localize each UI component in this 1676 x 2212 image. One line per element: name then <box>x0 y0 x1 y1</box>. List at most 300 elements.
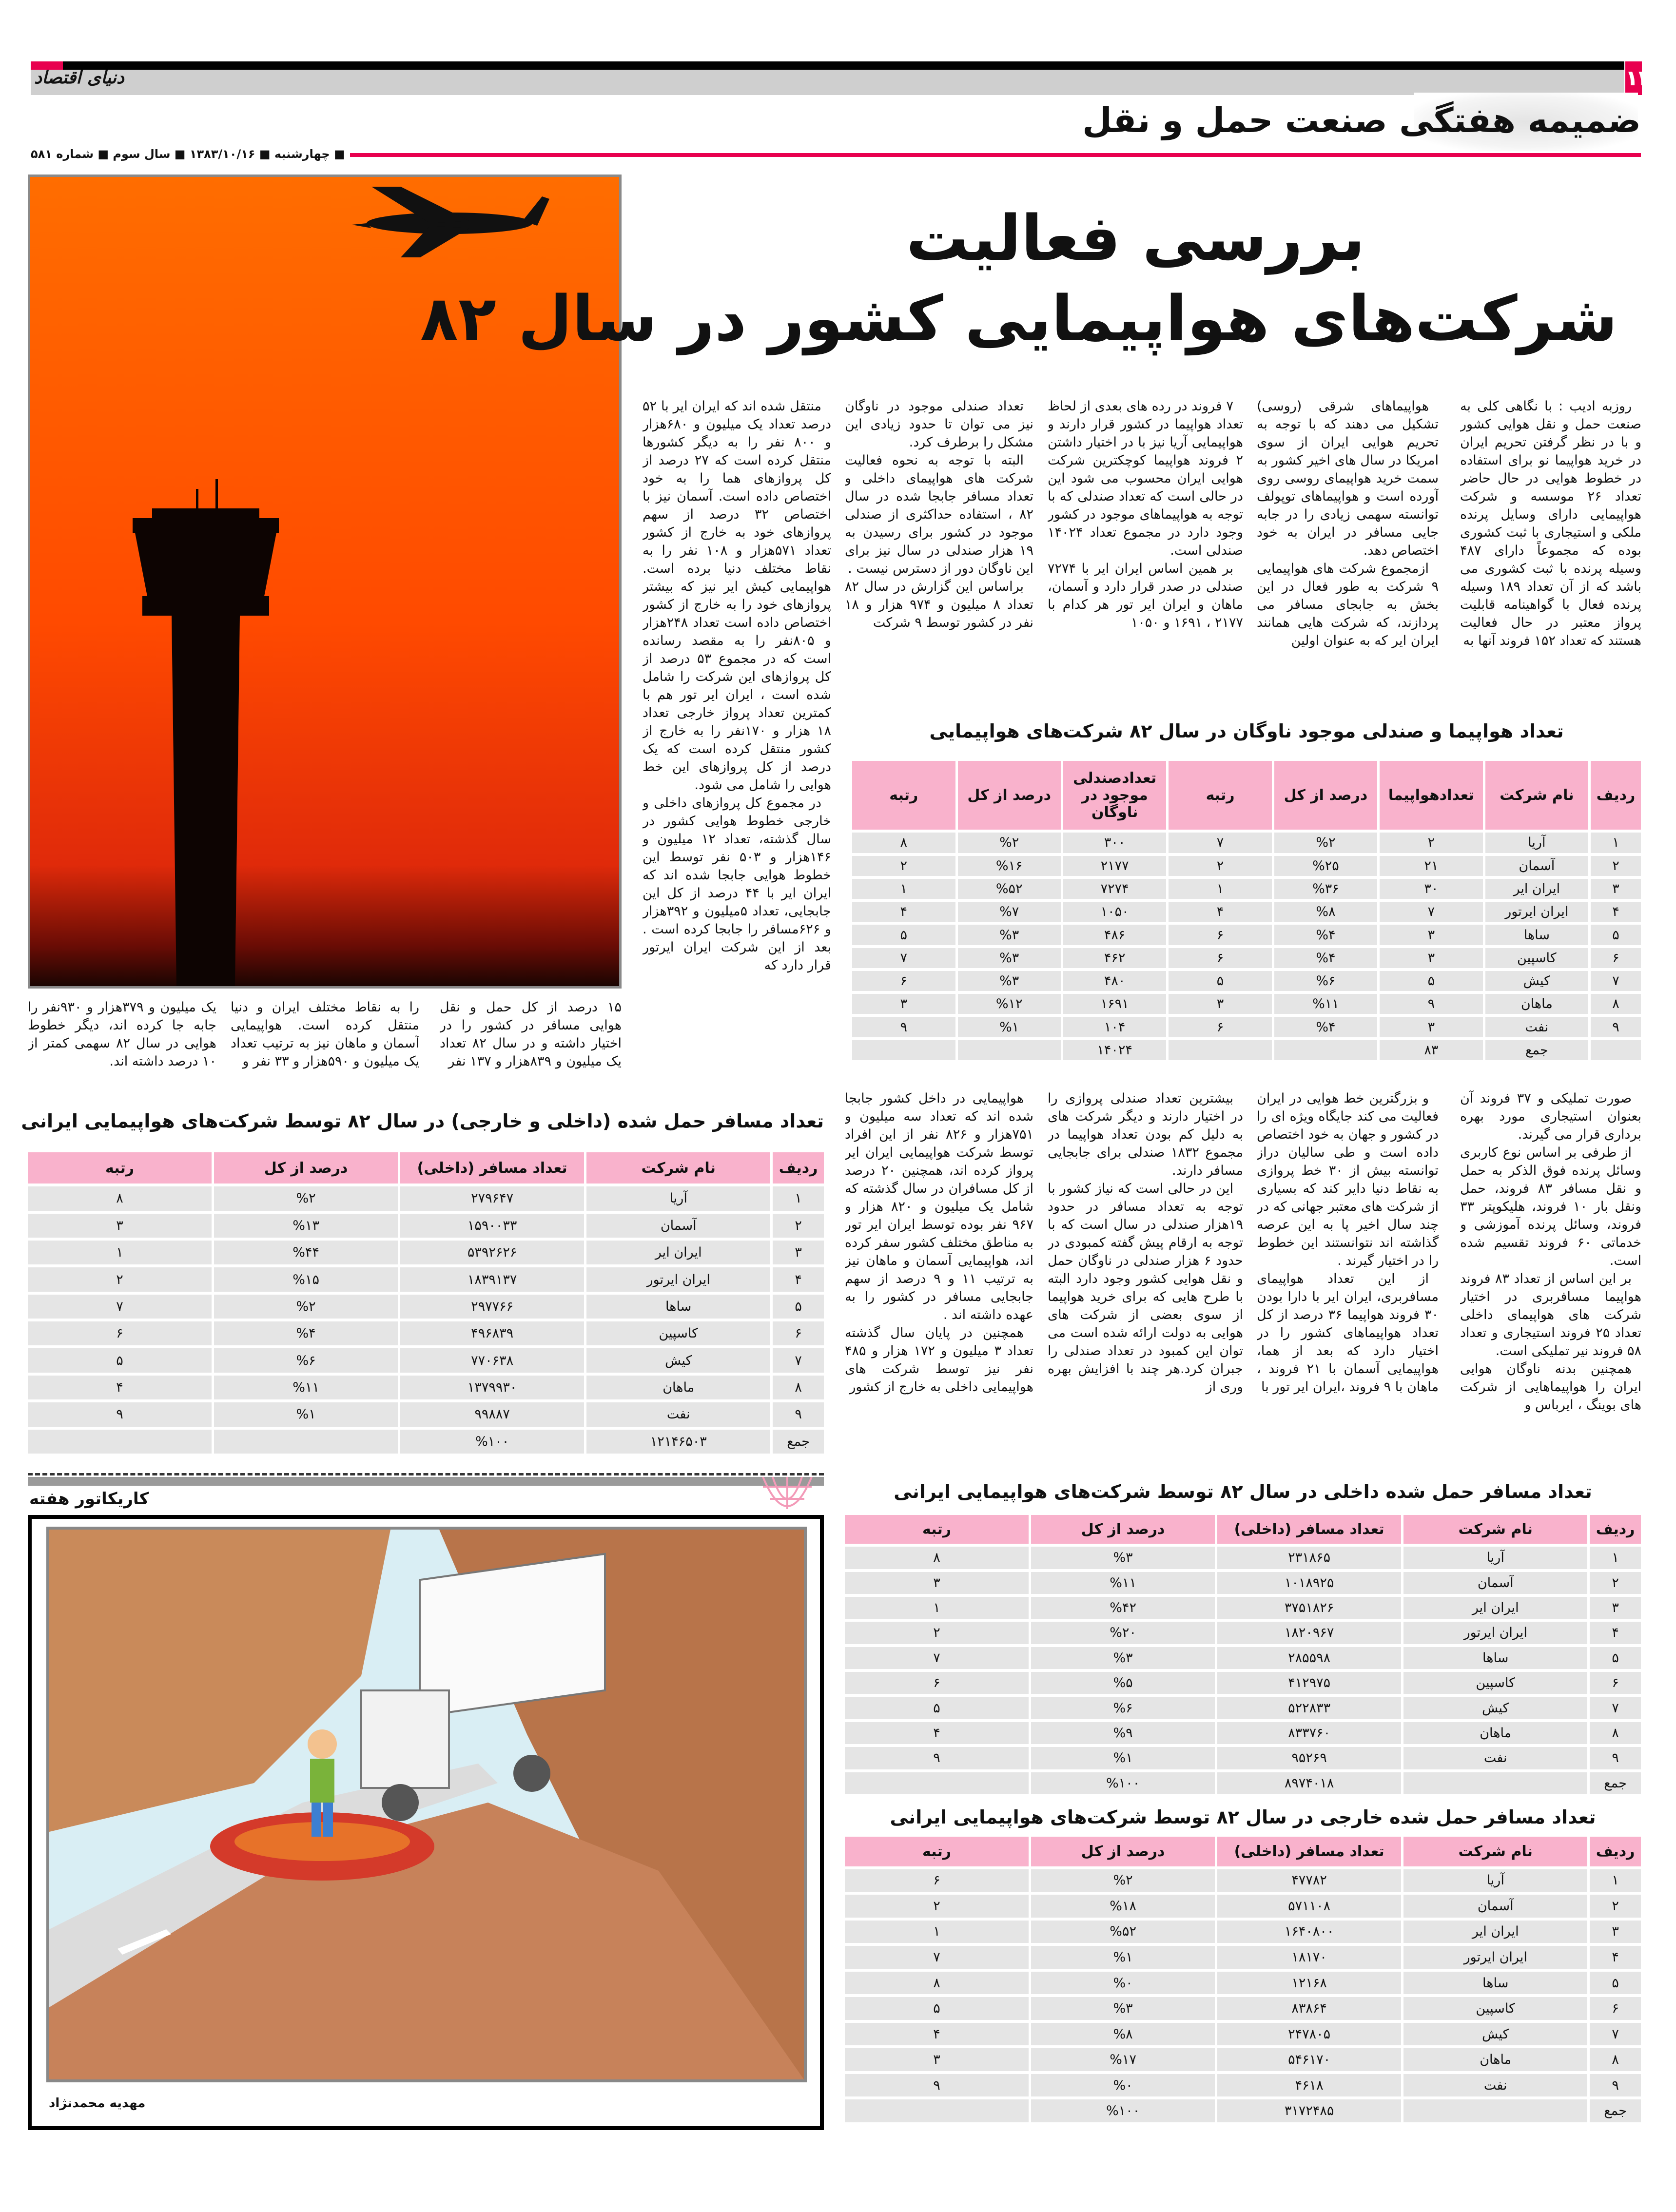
table-cell: ۲۷۹۶۴۷ <box>400 1186 584 1210</box>
table-cell: ۱ <box>1590 1547 1641 1569</box>
table-cell: ۹ <box>773 1402 824 1426</box>
article-column-1 <box>1460 397 1641 709</box>
table-cell: ۵ <box>845 1697 1029 1719</box>
table-cell: %۶ <box>214 1348 398 1372</box>
table-cell: %۲ <box>958 833 1061 853</box>
table-cell: ۱۲۱۴۶۵۰۳ <box>586 1430 770 1454</box>
column-header: درصد از کل <box>214 1152 398 1184</box>
table-row <box>845 2023 1641 2046</box>
table-row <box>28 1295 824 1319</box>
article-column-3 <box>1048 397 1243 709</box>
table-cell: ایران ایر <box>1403 1597 1587 1619</box>
table-cell: ایران ایر <box>586 1241 770 1264</box>
table-cell: %۰ <box>1031 1972 1215 1995</box>
table-cell: ۷ <box>28 1295 212 1319</box>
table-cell <box>1403 1772 1587 1795</box>
table-cell: ۸ <box>1590 2048 1641 2071</box>
table-cell: ۹ <box>1590 1747 1641 1769</box>
table-row <box>852 971 1641 991</box>
table-cell: ایران ایرتور <box>1403 1946 1587 1969</box>
table-cell: %۶ <box>1031 1697 1215 1719</box>
table-cell: ۱ <box>28 1241 212 1264</box>
table-cell: ۱۶۴۰۸۰۰ <box>1217 1921 1401 1943</box>
table-cell: ۴۹۶۸۳۹ <box>400 1321 584 1345</box>
table-cell: ۳ <box>845 2048 1029 2071</box>
paragraph: همچنین بدنه ناوگان هوایی ایران را هواپیماهایی از شرکت های بوینگ ، ایرباس و <box>1460 1361 1641 1413</box>
paragraph: منتقل شده اند که ایران ایر با ۵۲ درصد تعداد یک میلیون و ۶۸۰هزار و ۸۰۰ نفر را به دیگر کشورها منتقل کرده است که ۲۷ درصد از کل پروازهای هما را به خود اختصاص داده است. آسمان نیز با اختصاص ۳۲ درصد از سهم پروازهای خود به خارج از کشور تعداد ۵۷۱هزار و ۱۰۸ نفر را به نقاط مختلف دنیا برده است. هواپیمایی کیش ایر نیز که بیشتر پروازهای خود را به خارج از کشور اختصاص داده است تعداد ۲۴۸هزار و ۸۰۵نفر را به مقصد رسانده است که در مجموع ۵۳ درصد از کل پروازهای این شرکت را شامل شده است ، ایران ایر تور هم با کمترین تعداد پرواز خارجی تعداد ۱۸ هزار و ۱۷۰نفر را به خارج از کشور منتقل کرده است که یک درصد از کل پروازهای این خط هوایی را شامل می شود. <box>643 399 831 793</box>
flower-bed <box>210 1812 434 1881</box>
table-cell: %۲ <box>1031 1869 1215 1892</box>
table-cell: کیش <box>1485 971 1588 991</box>
table-header-row <box>852 761 1641 830</box>
column-header: ردیف <box>1591 761 1641 830</box>
table-cell: ۳ <box>852 994 955 1014</box>
table-cell: ۶ <box>773 1321 824 1345</box>
table-cell: %۳ <box>958 948 1061 968</box>
table-cell: ۳۷۵۱۸۲۶ <box>1217 1597 1401 1619</box>
table-cell: ۷ <box>773 1348 824 1372</box>
table-cell: ۶ <box>1590 1997 1641 2020</box>
table-cell: ۸۳۸۶۴ <box>1217 1997 1401 2020</box>
column-header: تعداد مسافر (داخلی) <box>1217 1837 1401 1866</box>
table-cell: آریا <box>1403 1869 1587 1892</box>
table-row <box>28 1186 824 1210</box>
table-cell <box>852 1040 955 1060</box>
paragraph: بیشترین تعداد صندلی پروازی را در اختیار دارند و دیگر شرکت های به دلیل کم بودن تعداد هواپیما در مجموع ۱۸۳۲ صندلی برای جابجایی مسافر دارند. <box>1048 1091 1243 1178</box>
paragraph: از طرفی بر اساس نوع کاربری وسائل پرنده فوق الذکر به حمل و نقل مسافر ۸۳ فروند، حمل ونقل بار ۱۰ فروند، هلیکوپتر ۳۳ فروند، وسائل پرنده آموزشی و خدماتی ۶۰ فروند تقسیم شده است. <box>1460 1145 1641 1268</box>
table-cell: %۱ <box>1031 1946 1215 1969</box>
table-cell: %۲۵ <box>1274 856 1377 876</box>
table-cell: ۳۱۷۲۴۸۵ <box>1217 2099 1401 2122</box>
column-header: ردیف <box>773 1152 824 1184</box>
column-header: درصد از کل <box>1274 761 1377 830</box>
table-cell: ۸ <box>845 1547 1029 1569</box>
table-cell: ۱ <box>1591 833 1641 853</box>
masthead-bar <box>31 61 1624 70</box>
table-header-row <box>28 1152 824 1184</box>
table-cell: ۸۳ <box>1380 1040 1482 1060</box>
table-cell: ۹ <box>28 1402 212 1426</box>
table-cell: ۵۷۱۱۰۸ <box>1217 1895 1401 1918</box>
under-photo-column-1: ۱۵ درصد از کل حمل و نقل هوایی مسافر در کشور را در اختیار داشته و در سال ۸۲ تعداد یک میلیون و ۸۳۹هزار و ۱۳۷ نفر <box>440 1000 622 1069</box>
paragraph: ۷ فروند در رده های بعدی از لحاظ تعداد هواپیما در کشور قرار دارند و هواپیمایی آریا نیز با در اختیار داشتن ۲ فروند هواپیما کوچکترین شرکت هوایی ایران محسوب می شود این در حالی است که تعداد صندلی که با توجه به هواپیماهای موجود در کشور وجود دارد در مجموع تعداد ۱۴۰۲۴ صندلی است. <box>1048 399 1243 558</box>
table-cell: %۱ <box>214 1402 398 1426</box>
table-cell: نفت <box>1403 2074 1587 2097</box>
table-cell: %۱۳ <box>214 1214 398 1238</box>
table-cell: ۲ <box>28 1267 212 1291</box>
table-cell: ساها <box>1485 925 1588 945</box>
paragraph: صورت تملیکی و ۳۷ فروند آن بعنوان استیجاری مورد بهره برداری قرار می گیرند. <box>1460 1091 1641 1142</box>
table-cell: آریا <box>1485 833 1588 853</box>
table-row <box>845 2074 1641 2097</box>
under-photo-column-2: را به نقاط مختلف ایران و دنیا منتقل کرده است. هواپیمایی آسمان و ماهان نیز به ترتیب تعداد یک میلیون و ۵۹۰هزار و ۳۳ نفر و <box>231 1000 419 1069</box>
table-row <box>845 1622 1641 1644</box>
table-cell: %۱۲ <box>958 994 1061 1014</box>
table-cell: %۳ <box>1031 1647 1215 1669</box>
column-header: رتبه <box>845 1837 1029 1866</box>
table-cell: ۹ <box>1591 1017 1641 1037</box>
table-cell: آسمان <box>1403 1572 1587 1594</box>
table-cell: ۷ <box>852 948 955 968</box>
table-cell: ۲ <box>845 1622 1029 1644</box>
table-row <box>852 925 1641 945</box>
headline-line-2: شرکت‌های هواپیمایی کشور در سال ۸۲ <box>420 283 1618 355</box>
table-row <box>852 1017 1641 1037</box>
table-row <box>845 1921 1641 1943</box>
column-header: ردیف <box>1590 1515 1641 1544</box>
international-passengers-table <box>842 1834 1643 2125</box>
table-cell: ۳ <box>1380 948 1482 968</box>
table-cell: ساها <box>1403 1972 1587 1995</box>
table-cell: %۳۶ <box>1274 879 1377 899</box>
table-cell: آریا <box>586 1186 770 1210</box>
table-cell: ۵ <box>852 925 955 945</box>
total-passengers-table-title: تعداد مسافر حمل شده (داخلی و خارجی) در سال ۸۲ توسط شرکت‌های هواپیمایی ایرانی <box>21 1110 824 1132</box>
table-cell: ۳ <box>1169 994 1271 1014</box>
paragraph: همچنین در پایان سال گذشته تعداد ۳ میلیون و ۱۷۲ هزار و ۴۸۵ نفر نیز توسط شرکت های هواپیمایی داخلی به خارج از کشور <box>845 1325 1033 1395</box>
table-cell: ۵ <box>1590 1972 1641 1995</box>
column-header: نام شرکت <box>1403 1837 1587 1866</box>
table-cell: ۳ <box>28 1214 212 1238</box>
table-cell: کاسپین <box>1403 1672 1587 1694</box>
table-row <box>28 1241 824 1264</box>
table-cell: ۹ <box>1590 2074 1641 2097</box>
table-cell: ۸۹۷۴۰۱۸ <box>1217 1772 1401 1795</box>
table-cell: ۷۲۷۴ <box>1063 879 1166 899</box>
table-cell: ۶ <box>845 1869 1029 1892</box>
table-cell: ۱۸۳۹۱۳۷ <box>400 1267 584 1291</box>
table-cell: %۱ <box>1031 1747 1215 1769</box>
domestic-passengers-table <box>842 1512 1643 1797</box>
table-cell: %۸ <box>1274 902 1377 922</box>
headline-line-1: بررسی فعالیت <box>906 202 1365 275</box>
table-cell: ۴ <box>1591 902 1641 922</box>
table-cell: ۹۵۲۶۹ <box>1217 1747 1401 1769</box>
table-cell: جمع <box>1485 1040 1588 1060</box>
table-cell: ماهان <box>1403 1722 1587 1744</box>
table-row <box>845 2048 1641 2071</box>
table-row <box>28 1348 824 1372</box>
column-header: درصد از کل <box>1031 1515 1215 1544</box>
table-cell: ۱۸۲۰۹۶۷ <box>1217 1622 1401 1644</box>
table-cell: ۵ <box>1591 925 1641 945</box>
table-row <box>845 1895 1641 1918</box>
table-cell: کیش <box>1403 2023 1587 2046</box>
table-cell: %۳ <box>1031 1997 1215 2020</box>
table-cell: ۲۸۵۵۹۸ <box>1217 1647 1401 1669</box>
table-row <box>845 1747 1641 1769</box>
table-cell: ۷ <box>845 1647 1029 1669</box>
article-column-8 <box>1048 1089 1243 1462</box>
table-cell: ۱ <box>1590 1869 1641 1892</box>
column-header: تعدادهواپیما <box>1380 761 1482 830</box>
table-cell: %۴ <box>1274 925 1377 945</box>
table-row <box>852 879 1641 899</box>
table-cell <box>214 1430 398 1454</box>
table-row <box>28 1402 824 1426</box>
table-cell: %۱ <box>958 1017 1061 1037</box>
table-cell: ماهان <box>1403 2048 1587 2071</box>
table-cell: ۸ <box>28 1186 212 1210</box>
table-row <box>852 994 1641 1014</box>
table-cell: آسمان <box>1403 1895 1587 1918</box>
column-header: ردیف <box>1590 1837 1641 1866</box>
table-cell: %۱۷ <box>1031 2048 1215 2071</box>
table-cell: ۴ <box>1169 902 1271 922</box>
table-cell: ۲ <box>1590 1895 1641 1918</box>
table-cell <box>845 2099 1029 2122</box>
table-cell: ۴ <box>1590 1622 1641 1644</box>
table-cell: نفت <box>1485 1017 1588 1037</box>
table-cell: ۷۷۰۶۳۸ <box>400 1348 584 1372</box>
table-cell: ۲۴۷۸۰۵ <box>1217 2023 1401 2046</box>
data-table <box>25 1149 826 1456</box>
data-table <box>850 758 1643 1063</box>
table-row <box>845 1597 1641 1619</box>
table-cell: %۳ <box>1031 1547 1215 1569</box>
column-header: نام شرکت <box>1485 761 1588 830</box>
table-cell <box>1169 1040 1271 1060</box>
article-column-4 <box>845 397 1033 709</box>
table-cell: کاسپین <box>1403 1997 1587 2020</box>
table-cell: نفت <box>1403 1747 1587 1769</box>
table-row <box>845 2099 1641 2122</box>
table-cell: ماهان <box>586 1376 770 1399</box>
table-cell: ۴۷۷۸۲ <box>1217 1869 1401 1892</box>
column-header: درصد از کل <box>958 761 1061 830</box>
article-column-2 <box>1257 397 1439 709</box>
table-cell: ۴ <box>852 902 955 922</box>
table-cell: نفت <box>586 1402 770 1426</box>
table-cell: ۱۰۱۸۹۲۵ <box>1217 1572 1401 1594</box>
globe-icon <box>758 1477 817 1511</box>
table-cell: %۳ <box>958 925 1061 945</box>
table-row <box>852 902 1641 922</box>
cartoon-header-bar <box>28 1477 824 1486</box>
table-cell: %۶ <box>1274 971 1377 991</box>
table-cell: کاسپین <box>586 1321 770 1345</box>
paragraph: بر همین اساس ایران ایر با ۷۲۷۴ صندلی در صدر قرار دارد و آسمان، ماهان و ایران ایر تور هر کدام با ۲۱۷۷ ، ۱۶۹۱ و ۱۰۵۰ <box>1048 561 1243 630</box>
table-row <box>852 856 1641 876</box>
paragraph: هواپیماهای شرقی (روسی) تشکیل می دهند که با توجه به تحریم هوایی ایران از سوی امریکا در سال های اخیر کشور به سمت خرید هواپیمای روسی روی آورده است و هواپیماهای توپولف توانسته سهمی زیادی را در جابه جایی مسافر در ایران به خود اختصاص دهد. <box>1257 399 1439 558</box>
domestic-passengers-table-title: تعداد مسافر حمل شده داخلی در سال ۸۲ توسط شرکت‌های هواپیمایی ایرانی <box>894 1481 1592 1502</box>
table-cell: ۱۸۱۷۰ <box>1217 1946 1401 1969</box>
table-cell: ۱۵۹۰۰۳۳ <box>400 1214 584 1238</box>
table-cell: ۳۰ <box>1380 879 1482 899</box>
table-cell: ۷ <box>1591 971 1641 991</box>
table-cell: ۷ <box>1590 1697 1641 1719</box>
table-cell: ۴ <box>1590 1946 1641 1969</box>
table-cell: ۲ <box>1591 856 1641 876</box>
table-cell: ۱۰۵۰ <box>1063 902 1166 922</box>
table-cell: ۸ <box>1590 1722 1641 1744</box>
column-header: تعداد مسافر (داخلی) <box>1217 1515 1401 1544</box>
table-cell: ۹ <box>845 2074 1029 2097</box>
table-cell: ۱۳۷۹۹۳۰ <box>400 1376 584 1399</box>
table-cell: ۱ <box>773 1186 824 1210</box>
table-cell: ۵۴۶۱۷۰ <box>1217 2048 1401 2071</box>
table-cell: کاسپین <box>1485 948 1588 968</box>
table-cell: %۱۶ <box>958 856 1061 876</box>
paragraph: بر این اساس از تعداد ۸۳ فروند هواپیما مسافربری در اختیار شرکت های هواپیمای داخلی تعداد ۲۵ فروند استیجاری و تعداد ۵۸ فروند نیر تملیکی است. <box>1460 1271 1641 1358</box>
table-cell: ۵ <box>28 1348 212 1372</box>
table-cell: %۱۵ <box>214 1267 398 1291</box>
paragraph: البته با توجه به نحوه فعالیت شرکت های هواپیمای داخلی و تعداد مسافر جابجا شده در سال ۸۲ ، استفاده حداکثری از صندلی موجود در کشور برای رسیدن به ۱۹ هزار صندلی در سال نیز برای این ناوگان دور از دسترس نیست . <box>845 453 1033 576</box>
paragraph: در مجموع کل پروازهای داخلی و خارجی خطوط هوایی کشور در سال گذشته، تعداد ۱۲ میلیون و ۱۴۶هزار و ۵۰۳ نفر توسط این خطوط هوایی جابجا شده اند که ایران ایر با ۴۴ درصد از کل این جابجایی، تعداد ۵میلیون و ۳۹۲هزار و ۶۲۶مسافر را جابجا کرده است . بعد از این شرکت ایران ایرتور قرار دارد که <box>643 796 831 973</box>
table-cell: آسمان <box>586 1214 770 1238</box>
table-cell: ۴۸۰ <box>1063 971 1166 991</box>
table-cell: ایران ایرتور <box>1403 1622 1587 1644</box>
table-row <box>852 948 1641 968</box>
table-cell: %۲ <box>214 1295 398 1319</box>
table-cell: ۸ <box>845 1972 1029 1995</box>
section-divider <box>28 1473 824 1475</box>
table-cell: ۶ <box>28 1321 212 1345</box>
table-cell: ۴ <box>28 1376 212 1399</box>
table-row <box>845 1722 1641 1744</box>
paragraph: تعداد صندلی موجود در ناوگان نیز می توان تا حدود زیادی این مشکل را برطرف کرد. <box>845 399 1033 450</box>
data-table <box>842 1834 1643 2125</box>
table-cell: ۴۸۶ <box>1063 925 1166 945</box>
paragraph: و بزرگترین خط هوایی در ایران فعالیت می کند جایگاه ویژه ای را در کشور و جهان به خود اختصاص داده است و طی سالیان دراز توانسته بیش از ۳۰ خط پروازی به نقاط دنیا دایر کند که بسیاری از شرکت های معتبر جهانی که در چند سال اخیر پا به این عرصه گذاشته اند نتوانستند این خطوط را در اختیار گیرند . <box>1257 1091 1439 1268</box>
table-cell: ۱ <box>852 879 955 899</box>
table-row <box>845 1572 1641 1594</box>
table-cell: ۲۱۷۷ <box>1063 856 1166 876</box>
table-row <box>845 1647 1641 1669</box>
table-cell: ایران ایر <box>1403 1921 1587 1943</box>
table-cell: ۹ <box>852 1017 955 1037</box>
table-cell: %۲ <box>214 1186 398 1210</box>
table-cell: ۷ <box>1590 2023 1641 2046</box>
table-row <box>28 1267 824 1291</box>
table-cell: ۱ <box>845 1921 1029 1943</box>
total-passengers-table <box>25 1149 826 1456</box>
table-cell: %۱۰۰ <box>400 1430 584 1454</box>
table-cell: %۲۰ <box>1031 1622 1215 1644</box>
column-header: نام شرکت <box>586 1152 770 1184</box>
table-cell: ۱۲۱۶۸ <box>1217 1972 1401 1995</box>
table-cell: ۴ <box>773 1267 824 1291</box>
table-cell: ۳ <box>1590 1921 1641 1943</box>
table-row <box>28 1321 824 1345</box>
table-cell: %۴ <box>214 1321 398 1345</box>
table-cell: %۴۲ <box>1031 1597 1215 1619</box>
table-cell: ۵ <box>845 1997 1029 2020</box>
table-row <box>28 1376 824 1399</box>
table-header-row <box>845 1515 1641 1544</box>
table-cell <box>1403 2099 1587 2122</box>
table-cell: ساها <box>1403 1647 1587 1669</box>
column-header: رتبه <box>1169 761 1271 830</box>
paragraph: ازمجموع شرکت های هواپیمایی ۹ شرکت به طور فعال در این بخش به جابجای مسافر می پردازند، که شرکت هایی همانند ایران ایر که به عنوان اولین <box>1257 561 1439 648</box>
table-cell: %۵۲ <box>1031 1921 1215 1943</box>
table-cell: %۷ <box>958 902 1061 922</box>
table-cell: ۳ <box>845 1572 1029 1594</box>
article-column-7 <box>1257 1089 1439 1462</box>
date-line: ■ چهارشنبه ■ ۱۳۸۳/۱۰/۱۶ ■ سال سوم ■ شماره ۵۸۱ <box>31 144 350 164</box>
article-column-5 <box>643 397 831 1087</box>
table-cell: ۷ <box>1169 833 1271 853</box>
paragraph: هواپیمایی در داخل کشور جابجا شده اند که تعداد سه میلیون و ۷۵۱هزار و ۸۲۶ نفر از این افراد توسط شرکت هواپیمایی ایران ایر پرواز کرده اند، همچنین ۲۰ درصد از کل مسافران در سال گذشته که شامل یک میلیون و ۸۲۰ هزار و ۹۶۷ نفر بوده توسط ایران ایر تور به مناطق مختلف کشور سفر کرده اند، هواپیمایی آسمان و ماهان نیز به ترتیب ۱۱ و ۹ درصد از سهم جابجایی مسافر در کشور را به عهده داشته اند . <box>845 1091 1033 1322</box>
table-row <box>845 1547 1641 1569</box>
table-cell: کیش <box>586 1348 770 1372</box>
table-cell: ۹ <box>845 1747 1029 1769</box>
table-cell <box>1591 1040 1641 1060</box>
table-cell: ایران ایرتور <box>1485 902 1588 922</box>
table-cell: ۲ <box>1590 1572 1641 1594</box>
table-header-row <box>845 1837 1641 1866</box>
table-cell: ۱۰۴ <box>1063 1017 1166 1037</box>
table-cell: %۴ <box>1274 1017 1377 1037</box>
table-cell <box>845 1772 1029 1795</box>
table-cell: %۱۰۰ <box>1031 2099 1215 2122</box>
table-cell: ۶ <box>1590 1672 1641 1694</box>
table-cell: ۴ <box>845 2023 1029 2046</box>
newspaper-logo: دنیای اقتصاد <box>34 67 124 88</box>
table-cell: ۷ <box>1380 902 1482 922</box>
table-cell: ۹۹۸۸۷ <box>400 1402 584 1426</box>
table-cell: ۲ <box>1380 833 1482 853</box>
column-header: نام شرکت <box>1403 1515 1587 1544</box>
table-cell: %۰ <box>1031 2074 1215 2097</box>
table-cell: %۵۲ <box>958 879 1061 899</box>
table-row <box>845 1946 1641 1969</box>
table-cell: ۳ <box>773 1241 824 1264</box>
table-row <box>28 1214 824 1238</box>
table-cell: %۹ <box>1031 1722 1215 1744</box>
table-cell: جمع <box>1590 1772 1641 1795</box>
table-cell: ۵ <box>773 1295 824 1319</box>
table-cell: %۴۴ <box>214 1241 398 1264</box>
table-cell: ۵ <box>1169 971 1271 991</box>
table-cell <box>958 1040 1061 1060</box>
table-cell: %۱۸ <box>1031 1895 1215 1918</box>
table-cell: ۵۲۲۸۳۳ <box>1217 1697 1401 1719</box>
table-cell: ۴ <box>845 1722 1029 1744</box>
table-cell: آریا <box>1403 1547 1587 1569</box>
cartoon-label: کاریکاتور هفته <box>29 1489 149 1509</box>
table-cell <box>1274 1040 1377 1060</box>
table-cell: ۶ <box>1591 948 1641 968</box>
under-photo-column-3: یک میلیون و ۳۷۹هزار و ۹۳۰نفر را جابه جا کرده اند، دیگر خطوط هوایی در سال ۸۲ سهمی کمتر از ۱۰ درصد داشته اند. <box>28 1000 216 1069</box>
table-cell: ۸ <box>773 1376 824 1399</box>
fleet-table <box>850 758 1643 1063</box>
cartoon-illustration <box>46 1527 807 2082</box>
table-cell: ۱۴۰۲۴ <box>1063 1040 1166 1060</box>
table-cell: آسمان <box>1485 856 1588 876</box>
table-row <box>28 1430 824 1454</box>
table-cell: ۸ <box>852 833 955 853</box>
table-cell: ۲۳۱۸۶۵ <box>1217 1547 1401 1569</box>
table-cell: ۳ <box>1590 1597 1641 1619</box>
table-row <box>845 1997 1641 2020</box>
table-cell: ۴۱۲۹۷۵ <box>1217 1672 1401 1694</box>
page-number: ۱۴ <box>1625 61 1642 95</box>
table-cell: ماهان <box>1485 994 1588 1014</box>
table-cell: ۲۹۷۷۶۶ <box>400 1295 584 1319</box>
column-header: رتبه <box>845 1515 1029 1544</box>
international-passengers-table-title: تعداد مسافر حمل شده خارجی در سال ۸۲ توسط شرکت‌های هواپیمایی ایرانی <box>890 1806 1596 1828</box>
table-cell: ایران ایر <box>1485 879 1588 899</box>
table-cell: ۷ <box>845 1946 1029 1969</box>
table-cell: جمع <box>1590 2099 1641 2122</box>
table-cell: ساها <box>586 1295 770 1319</box>
cartoonist-credit: مهدیه محمدنژاد <box>49 2096 146 2111</box>
table-cell: %۴ <box>1274 948 1377 968</box>
table-cell: %۸ <box>1031 2023 1215 2046</box>
paragraph: این در حالی است که نیاز کشور با توجه به تعداد مسافر در حدود ۱۹هزار صندلی در سال است که با توجه به ارقام پیش گفته کمبودی در حدود ۶ هزار صندلی در ناوگان حمل و نقل هوایی کشور وجود دارد البته با طرح هایی که برای خرید هواپیما از سوی بعضی از شرکت های هوایی به دولت ارائه شده است می توان این کمبود در تعداد صندلی را جبران کرد.هر چند با افزایش بهره وری از <box>1048 1181 1243 1395</box>
table-cell: %۳ <box>958 971 1061 991</box>
